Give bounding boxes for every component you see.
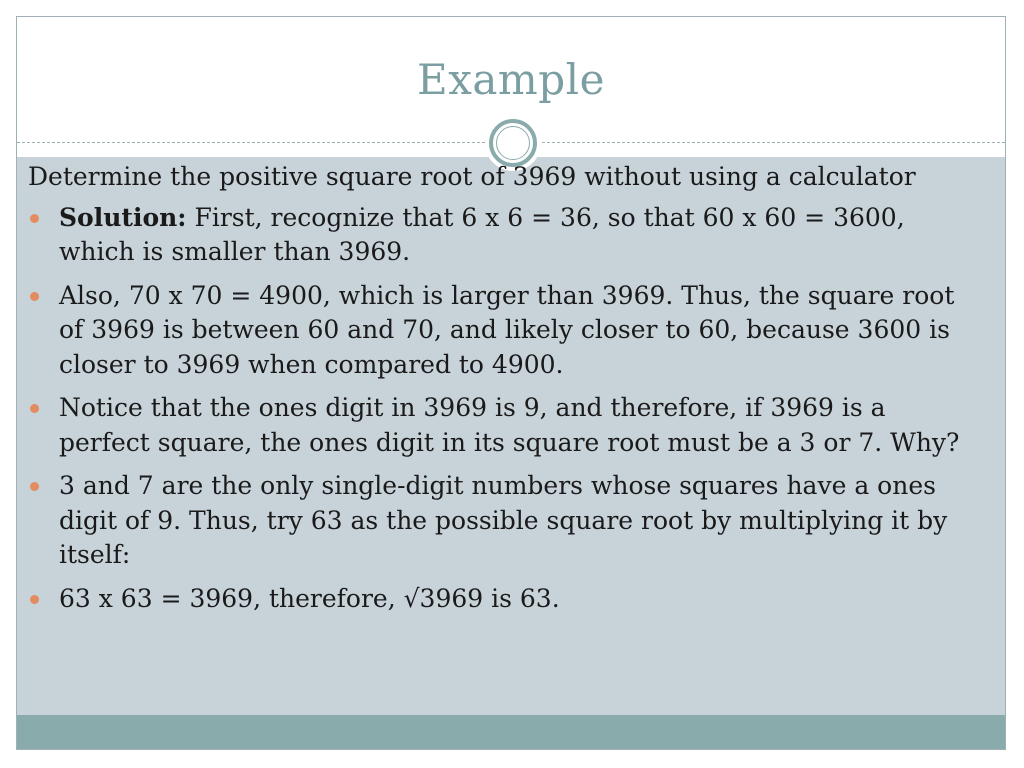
bullet-dot-icon (30, 595, 39, 604)
bullet-text: Also, 70 x 70 = 4900, which is larger than 3969. Thus, the square root of 3969 is between 60 and 70, and likely closer to 60, because 3600 is closer to 3969 when compared to 4900. (59, 280, 955, 379)
slide-body (28, 160, 968, 625)
bullet-text: 63 x 63 = 3969, therefore, √3969 is 63. (59, 583, 560, 613)
bullet-item (28, 279, 968, 383)
bullet-dot-icon (30, 404, 39, 413)
ring-inner (496, 126, 530, 160)
bullet-item (28, 391, 968, 460)
slide-title: Example (417, 55, 605, 104)
intro-text: Determine the positive square root of 3969 without using a calculator (28, 162, 916, 191)
footer-band (17, 715, 1005, 750)
bullet-lead: Solution: (59, 202, 187, 232)
bullet-item (28, 582, 968, 617)
bullet-text: 3 and 7 are the only single-digit numbers whose squares have a ones digit of 9. Thus, try 63 as the possible square root by multiplying it by itself: (59, 471, 948, 569)
bullet-text: Notice that the ones digit in 3969 is 9, and therefore, if 3969 is a perfect square, the ones digit in its square root must be a 3 or 7. Why? (59, 393, 960, 457)
bullet-dot-icon (30, 482, 39, 491)
bullet-text: First, recognize that 6 x 6 = 36, so that 60 x 60 = 3600, which is smaller than 3969. (59, 202, 905, 266)
bullet-dot-icon (30, 214, 39, 223)
bullet-item (28, 469, 968, 573)
bullet-list (28, 201, 968, 617)
bullet-dot-icon (30, 292, 39, 301)
bullet-item (28, 201, 968, 270)
